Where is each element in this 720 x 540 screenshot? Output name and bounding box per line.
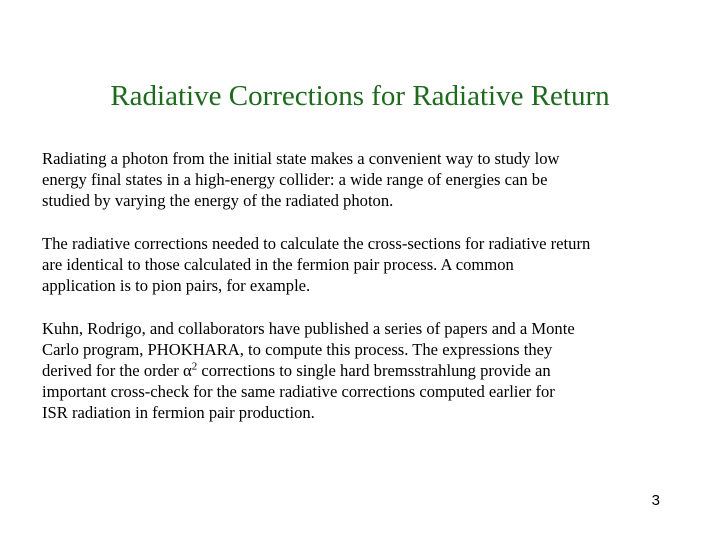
- paragraph-3: [42, 318, 662, 423]
- paragraph-3-line-3-start: derived for the order: [42, 361, 183, 380]
- paragraph-1-line-2: energy final states in a high-energy collider: a wide range of energies can be: [42, 170, 548, 189]
- alpha-superscript: 2: [191, 360, 198, 373]
- paragraph-1-line-3: studied by varying the energy of the radiated photon.: [42, 191, 394, 210]
- paragraph-2-line-3: application is to pion pairs, for example.: [42, 276, 311, 295]
- paragraph-1-line-1: Radiating a photon from the initial state makes a convenient way to study low: [42, 149, 560, 168]
- paragraph-3-line-3: [42, 360, 662, 381]
- paragraph-2-line-2: are identical to those calculated in the fermion pair process. A common: [42, 255, 514, 274]
- paragraph-3-line-1: Kuhn, Rodrigo, and collaborators have published a series of papers and a Monte: [42, 319, 575, 338]
- page-number: 3: [651, 492, 660, 509]
- slide-body: [42, 148, 662, 445]
- slide-title: Radiative Corrections for Radiative Return: [110, 80, 610, 112]
- paragraph-3-line-5: ISR radiation in fermion pair production.: [42, 403, 315, 422]
- paragraph-3-line-2: Carlo program, PHOKHARA, to compute this process. The expressions they: [42, 340, 553, 359]
- paragraph-1: [42, 148, 662, 211]
- paragraph-3-line-4: important cross-check for the same radiative corrections computed earlier for: [42, 382, 555, 401]
- alpha-symbol: α: [182, 361, 192, 380]
- paragraph-2-line-1: The radiative corrections needed to calculate the cross-sections for radiative return: [42, 234, 591, 253]
- paragraph-2: [42, 233, 662, 296]
- paragraph-3-line-3-end: corrections to single hard bremsstrahlung provide an: [197, 361, 551, 380]
